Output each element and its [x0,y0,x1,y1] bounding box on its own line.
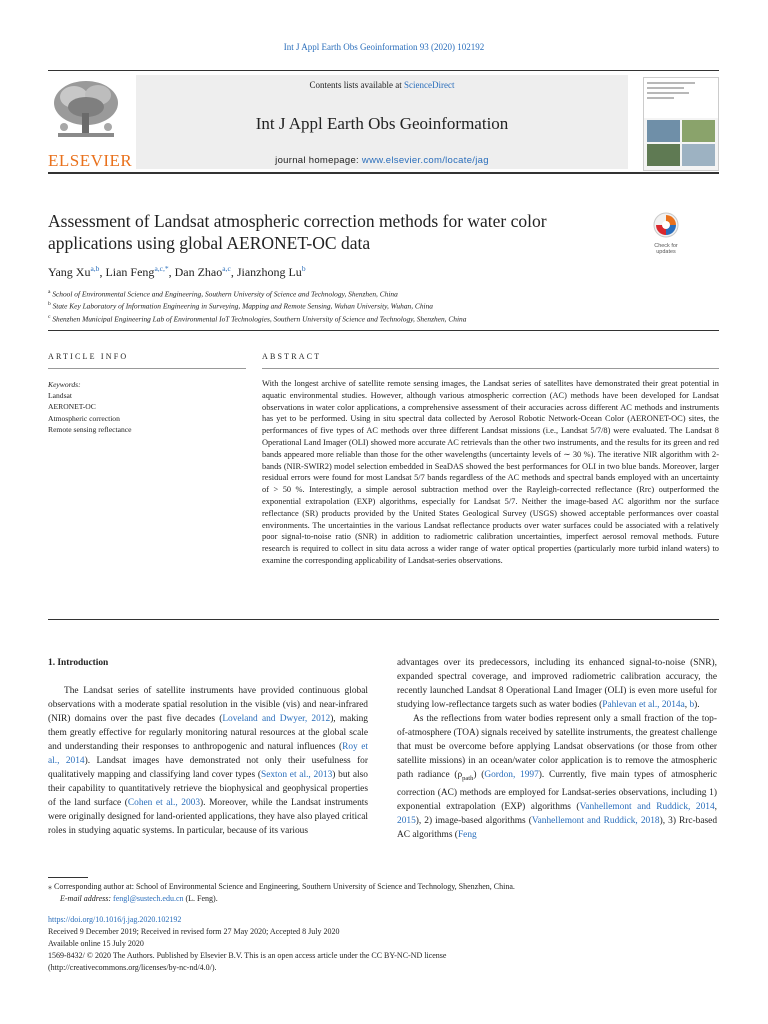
journal-info-box [136,75,628,169]
email-line [48,893,728,905]
sciencedirect-link[interactable]: ScienceDirect [404,80,455,90]
elsevier-logo[interactable] [48,77,133,170]
email-label: E-mail address: [60,894,114,903]
affiliation-text: School of Environmental Science and Engineering, Southern University of Science and Technology, Shenzhen, China [52,289,398,299]
elsevier-tree-icon [48,77,124,143]
homepage-link[interactable]: www.elsevier.com/locate/jag [361,155,489,166]
citation-link[interactable]: Vanhellemont and Ruddick, 2014 [579,801,715,812]
citation-link[interactable]: Pahlevan et al., 2014a [602,700,685,710]
article-info-divider [48,368,246,369]
author-affiliation-mark[interactable]: a,c [222,264,231,273]
author-affiliation-mark[interactable]: a,b [90,264,100,273]
affiliation-item [48,299,728,311]
citation-link[interactable]: Roy et al., 2014 [48,742,368,766]
email-suffix: (L. Feng). [183,894,218,903]
corresponding-author-note: ⁎ Corresponding author at: School of Environmental Science and Engineering, Southern University of Science and Technology, Shenzhen, China. [48,882,515,891]
crossmark-label-2: updates [656,249,676,255]
email-link[interactable]: fengl@sustech.edu.cn [113,894,184,903]
footnote-divider [48,877,88,878]
cover-image-grid [644,118,718,168]
abstract-text: With the longest archive of satellite remote sensing images, the Landsat series of satellites have demonstrated their great potential in aquatic environmental studies. However, although various atmospheric correction (AC) methods have been developed for Landsat observations in water color applications, a comprehensive assessment of their accuracies across different AC methods and instruments has yet to be performed. Using in situ spectral data collected by Aerosol Robotic Network-Ocean Color (AERONET-OC) sites, the performances of five types of AC methods over three different Landsat missions (i.e., Landsat 5/7/8) were evaluated. The Landsat 8 Operational Land Imager (OLI) showed more accurate AC retrievals than the other two instruments, and the results for its green and red bands appeared more reliable than those for the other wavelengths (uncertainty levels of ∼ 30 %). The iterative NIR algorithm with 2-bands (NIR-SWIR2) model selection embedded in SeaDAS showed the best performances for OLI in two blue bands. Moreover, larger residual errors were found for most Landsat 5/7 bands regardless of the AC methods and spectral bands employed with an uncertainty of > 50 %. Interestingly, a simple aerosol subtraction method over the Rayleigh-corrected reflectance (Rrc) outperformed the exponential extrapolation (EXP) algorithms, especially for Landsat 5/7. Neither the image-based AC algorithm nor the surface reflectance (SR) products provided by the United States Geological Survey (USGS) showed acceptable performances over coastal environments. The uncertainties in the various Landsat reflectance products over water surfaces could be associated with a relatively poor signal-to-noise ratio (SNR) in addition to radiometric calibration uncertainties, imperfect aerosol removal methods. Future research is required to collect in situ data across a wider range of water optical properties (particularly more turbid inland waters) to examine the corresponding applicability of Landsat-series observations. [262,379,719,565]
elsevier-wordmark: ELSEVIER [48,151,133,170]
homepage-label: journal homepage: [275,155,362,166]
author-affiliation-mark[interactable]: b [301,264,306,273]
contents-prefix: Contents lists available at [309,80,404,90]
homepage-line [136,155,628,166]
citation-link[interactable]: Gordon, 1997 [484,770,539,780]
affiliation-text: State Key Laboratory of Information Engineering in Surveying, Mapping and Remote Sensing, Wuhan University, Wuhan, China [52,301,433,311]
body-paragraph: advantages over its predecessors, including its enhanced signal-to-noise (SNR), expanded spectral coverage, and improved radiometric calibration accuracy, the recently launched Landsat 8 Operational Land Imager (OLI) is even more useful for studying low-reflectance targets such as water bodies (Pahlevan et al., 2014a, b). [397,658,717,710]
affiliation-item [48,312,728,324]
crossmark-icon [653,212,679,238]
citation-link[interactable]: Vanhellemont and Ruddick, 2018 [531,815,660,826]
author-name[interactable]: Jianzhong Lu [236,265,302,279]
body-paragraph: As the reflections from water bodies represent only a small fraction of the top-of-atmosphere (TOA) signals received by satellite instruments, the greatest challenge that must be overcome before applying Landsat observations (or those from other satellite missions) in an ocean/water color application is to remove the atmospheric path radiance $(\rho_{path})$ (Gordon, 1997). Currently, five main types of atmospheric correction (AC) methods are employed for Landsat-series observations, including 1) exponential extrapolation (EXP) algorithms (Vanhellemont and Ruddick, 2014, 2015), 2) image-based algorithms (Vanhellemont and Ruddick, 2018), 3) Rrc-based AC algorithms (Feng [397,714,718,840]
affiliation-mark: c [48,313,51,320]
citation-link[interactable]: b [689,700,695,710]
publication-info [48,914,728,974]
body-column-left [48,656,368,838]
keyword-item: AERONET-OC [48,402,96,412]
author-affiliation-mark[interactable]: a,c,* [154,264,169,273]
license-line-2[interactable]: (http://creativecommons.org/licenses/by-nc-nd/4.0/). [48,963,217,972]
body-paragraph: The Landsat series of satellite instruments have provided continuous global observations with a moderate spatial resolution in the visible (vis) and near-infrared (NIR) domains over the past five decades (Loveland and Dwyer, 2012), making them greatly effective for regularly monitoring natural resources at the global scale and understanding their responses to anthropogenic and natural influences (Roy et al., 2014). Landsat images have demonstrated not only their usefulness for qualitatively mapping and classifying land cover types (Sexton et al., 2013) but also their capability to quantitatively retrieve the biophysical and geophysical properties of the land surface (Cohen et al., 2003). Moreover, while the Landsat instruments were originally designed for land-oriented applications, they have also played critical roles in studying aquatic systems. In particular, because of its various [48,686,369,836]
keywords-label: Keywords: [48,380,81,389]
citation-link[interactable]: Loveland and Dwyer, 2012 [222,714,331,724]
footnote [48,881,728,905]
check-for-updates-badge[interactable] [646,212,686,256]
journal-cover-thumbnail[interactable] [643,77,719,171]
author-name[interactable]: Dan Zhao [174,265,223,279]
author-list: Yang Xu$^{a,b}$, Lian Feng$^{a,c,*}$, Dan Zhao$^{a,c}$, Jianzhong Lu$^b$ [48,264,306,279]
affiliation-list [48,287,728,324]
author-name[interactable]: Lian Feng [105,265,155,279]
article-info-heading: ARTICLE INFO [48,352,129,361]
cover-header [644,78,718,118]
keywords-block [48,379,238,435]
affiliation-mark: b [48,301,51,308]
keyword-item: Atmospheric correction [48,413,120,423]
affiliation-mark: a [48,289,51,295]
abstract-heading: ABSTRACT [262,352,322,361]
header-divider [48,330,719,331]
section-heading-introduction: 1. Introduction [48,658,109,668]
doi-link[interactable]: https://doi.org/10.1016/j.jag.2020.102192 [48,915,182,924]
running-head: Int J Appl Earth Obs Geoinformation 93 (2020) 102192 [283,42,485,52]
crossmark-label-1: Check for [654,243,678,249]
affiliation-item [48,287,728,299]
affiliation-text: Shenzhen Municipal Engineering Lab of Environmental IoT Technologies, Southern University of Science and Technology, Shenzhen, China [52,314,467,324]
abstract-divider [262,368,719,369]
citation-link[interactable]: 2015 [397,815,416,826]
journal-title: Int J Appl Earth Obs Geoinformation [255,114,509,133]
abstract-bottom-divider [48,619,719,620]
citation-link[interactable]: Cohen et al., 2003 [127,798,201,808]
author-name[interactable]: Yang Xu [48,265,91,279]
available-online: Available online 15 July 2020 [48,939,144,948]
license-line-1: 1569-8432/ © 2020 The Authors. Published by Elsevier B.V. This is an open access article under the CC BY-NC-ND license [48,951,447,960]
keyword-item: Landsat [48,391,73,401]
contents-line [136,80,628,90]
received-dates: Received 9 December 2019; Received in revised form 27 May 2020; Accepted 8 July 2020 [48,927,340,936]
journal-masthead [48,70,719,174]
body-column-right [397,656,717,842]
citation-link[interactable]: Feng [457,829,477,840]
keyword-item: Remote sensing reflectance [48,424,132,434]
citation-link[interactable]: Sexton et al., 2013 [260,770,333,780]
article-title: Assessment of Landsat atmospheric correction methods for water color applications using global AERONET-OC data [48,211,547,253]
